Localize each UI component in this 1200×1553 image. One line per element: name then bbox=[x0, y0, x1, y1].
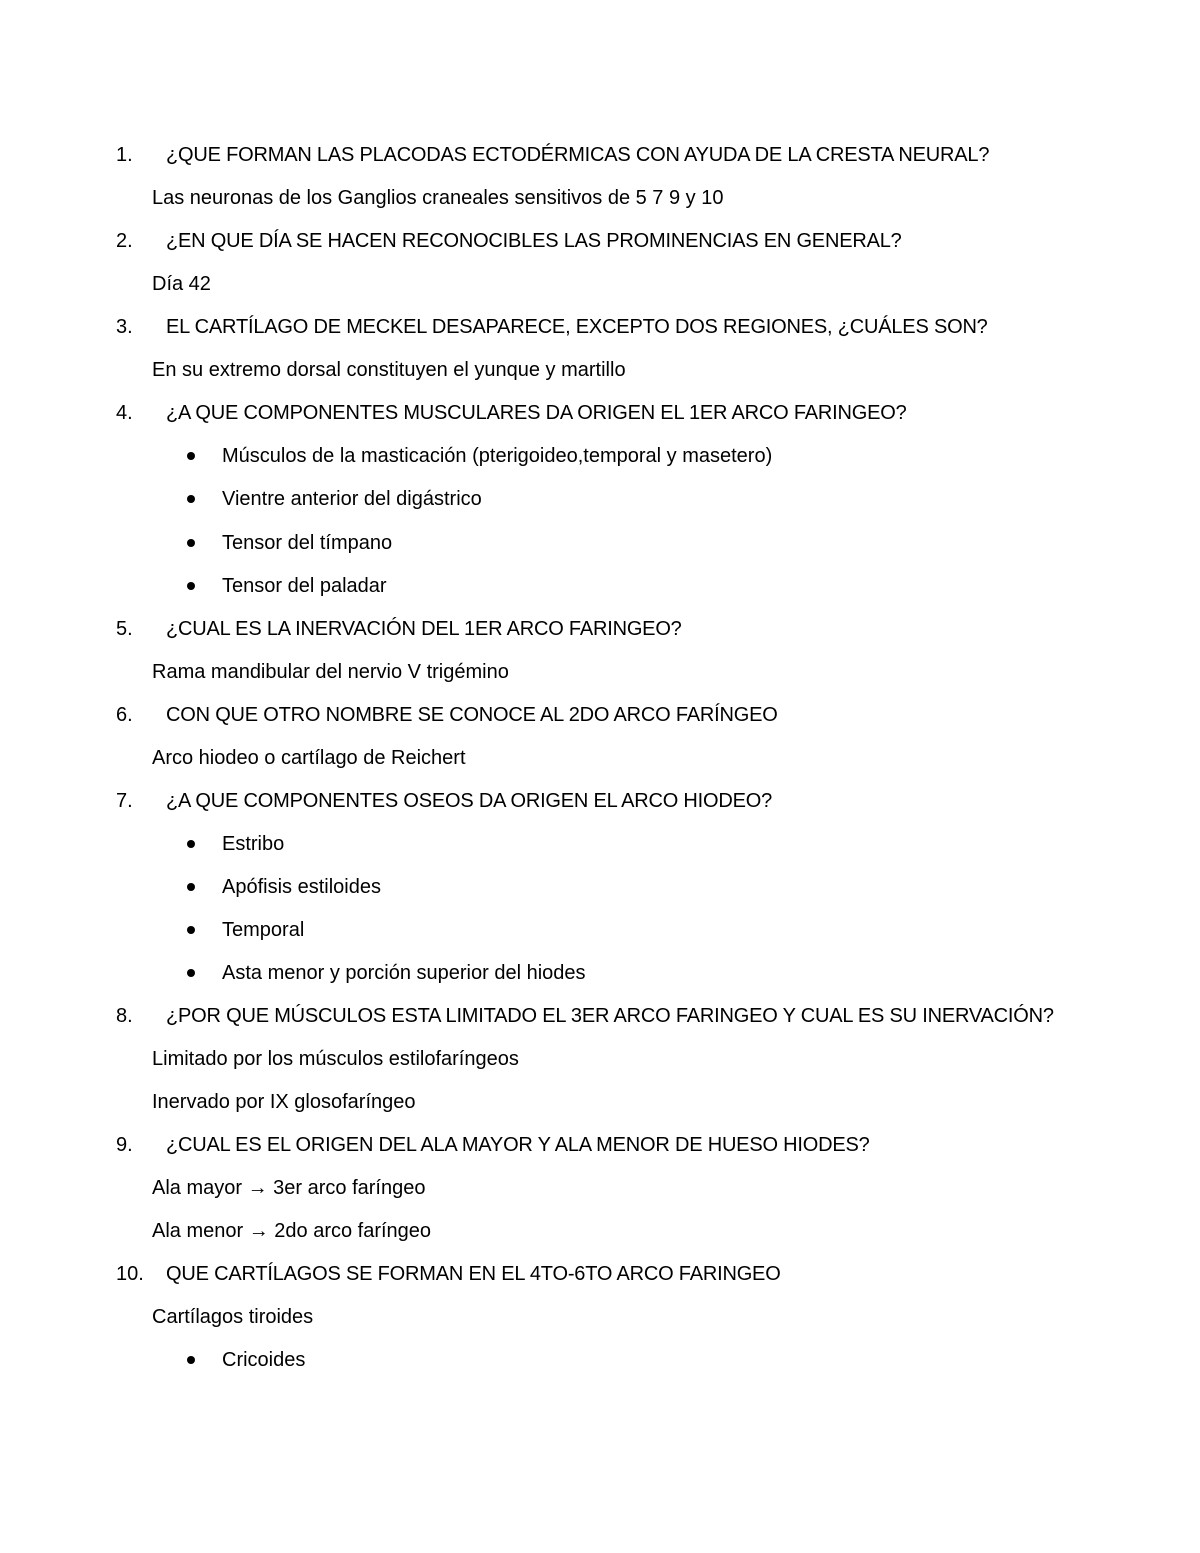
question-text: ¿EN QUE DÍA SE HACEN RECONOCIBLES LAS PROMINENCIAS EN GENERAL? bbox=[166, 230, 902, 253]
bullet-text: Apófisis estiloides bbox=[222, 875, 381, 898]
answer-text: Las neuronas de los Ganglios craneales sensitivos de 5 7 9 y 10 bbox=[152, 187, 724, 210]
answer-text: Limitado por los músculos estilofaríngeos bbox=[152, 1048, 519, 1070]
question-number: 8. bbox=[116, 1005, 133, 1027]
question-text: CON QUE OTRO NOMBRE SE CONOCE AL 2DO ARCO FARÍNGEO bbox=[166, 703, 778, 726]
question-line bbox=[0, 312, 1200, 342]
bullet-icon bbox=[187, 582, 195, 590]
answer-line bbox=[0, 1216, 1200, 1246]
question-text: ¿A QUE COMPONENTES OSEOS DA ORIGEN EL ARCO HIODEO? bbox=[166, 789, 773, 812]
question-line bbox=[0, 226, 1200, 256]
answer-text: Cartílagos tiroides bbox=[152, 1306, 314, 1329]
bullet-item bbox=[0, 872, 1200, 902]
answer-text: Ala menor → 2do arco faríngeo bbox=[152, 1220, 432, 1243]
question-text: EL CARTÍLAGO DE MECKEL DESAPARECE, EXCEPTO DOS REGIONES, ¿CUÁLES SON? bbox=[166, 316, 988, 339]
question-line bbox=[0, 700, 1200, 730]
answer-text: Día 42 bbox=[152, 273, 211, 296]
question-line bbox=[0, 1001, 1200, 1031]
bullet-item bbox=[0, 484, 1200, 514]
question-text: ¿CUAL ES EL ORIGEN DEL ALA MAYOR Y ALA MENOR DE HUESO HIODES? bbox=[166, 1134, 870, 1157]
bullet-text: Vientre anterior del digástrico bbox=[222, 488, 482, 511]
bullet-text: Temporal bbox=[222, 918, 305, 941]
question-number: 6. bbox=[116, 703, 133, 726]
answer-text: Rama mandibular del nervio V trigémino bbox=[152, 660, 509, 683]
answer-text: Ala mayor → 3er arco faríngeo bbox=[152, 1177, 426, 1200]
question-line bbox=[0, 140, 1200, 170]
bullet-icon bbox=[187, 539, 195, 547]
question-number: 3. bbox=[116, 316, 133, 339]
bullet-icon bbox=[187, 883, 195, 891]
answer-line bbox=[0, 743, 1200, 773]
answer-line bbox=[0, 183, 1200, 213]
answer-text: En su extremo dorsal constituyen el yunque y martillo bbox=[152, 359, 626, 382]
question-text: ¿A QUE COMPONENTES MUSCULARES DA ORIGEN EL 1ER ARCO FARINGEO? bbox=[166, 402, 907, 425]
bullet-item bbox=[0, 528, 1200, 558]
question-number: 5. bbox=[116, 617, 133, 640]
answer-line bbox=[0, 355, 1200, 385]
bullet-item bbox=[0, 915, 1200, 945]
bullet-icon bbox=[187, 926, 195, 934]
bullet-text: Asta menor y porción superior del hiodes bbox=[222, 961, 586, 984]
question-line bbox=[0, 786, 1200, 816]
question-number: 10. bbox=[116, 1263, 144, 1286]
question-number: 1. bbox=[116, 144, 133, 166]
question-line bbox=[0, 614, 1200, 644]
answer-line bbox=[0, 1173, 1200, 1203]
answer-text: Inervado por IX glosofaríngeo bbox=[152, 1091, 416, 1114]
question-number: 7. bbox=[116, 789, 133, 812]
question-text: ¿POR QUE MÚSCULOS ESTA LIMITADO EL 3ER ARCO FARINGEO Y CUAL ES SU INERVACIÓN? bbox=[166, 1005, 1054, 1027]
question-number: 2. bbox=[116, 230, 133, 253]
question-text: QUE CARTÍLAGOS SE FORMAN EN EL 4TO-6TO ARCO FARINGEO bbox=[166, 1263, 781, 1286]
answer-line bbox=[0, 1044, 1200, 1074]
bullet-icon bbox=[187, 1356, 195, 1364]
bullet-item bbox=[0, 958, 1200, 988]
question-line bbox=[0, 398, 1200, 428]
answer-line bbox=[0, 1087, 1200, 1117]
question-number: 4. bbox=[116, 402, 133, 425]
bullet-text: Tensor del paladar bbox=[222, 574, 387, 597]
answer-text: Arco hiodeo o cartílago de Reichert bbox=[152, 746, 466, 769]
answer-line bbox=[0, 269, 1200, 299]
bullet-item bbox=[0, 829, 1200, 859]
bullet-icon bbox=[187, 840, 195, 848]
bullet-item bbox=[0, 441, 1200, 471]
question-line bbox=[0, 1130, 1200, 1160]
question-text: ¿CUAL ES LA INERVACIÓN DEL 1ER ARCO FARINGEO? bbox=[166, 617, 682, 640]
answer-line bbox=[0, 1302, 1200, 1332]
bullet-text: Estribo bbox=[222, 832, 285, 855]
bullet-item bbox=[0, 1345, 1200, 1375]
question-text: ¿QUE FORMAN LAS PLACODAS ECTODÉRMICAS CON AYUDA DE LA CRESTA NEURAL? bbox=[166, 144, 990, 166]
bullet-text: Músculos de la masticación (pterigoideo,temporal y masetero) bbox=[222, 445, 773, 468]
bullet-text: Tensor del tímpano bbox=[222, 531, 393, 554]
question-line bbox=[0, 1259, 1200, 1289]
bullet-item bbox=[0, 571, 1200, 601]
bullet-icon bbox=[187, 452, 195, 460]
bullet-icon bbox=[187, 969, 195, 977]
bullet-text: Cricoides bbox=[222, 1349, 306, 1372]
question-number: 9. bbox=[116, 1134, 133, 1157]
bullet-icon bbox=[187, 495, 195, 503]
answer-line bbox=[0, 657, 1200, 687]
